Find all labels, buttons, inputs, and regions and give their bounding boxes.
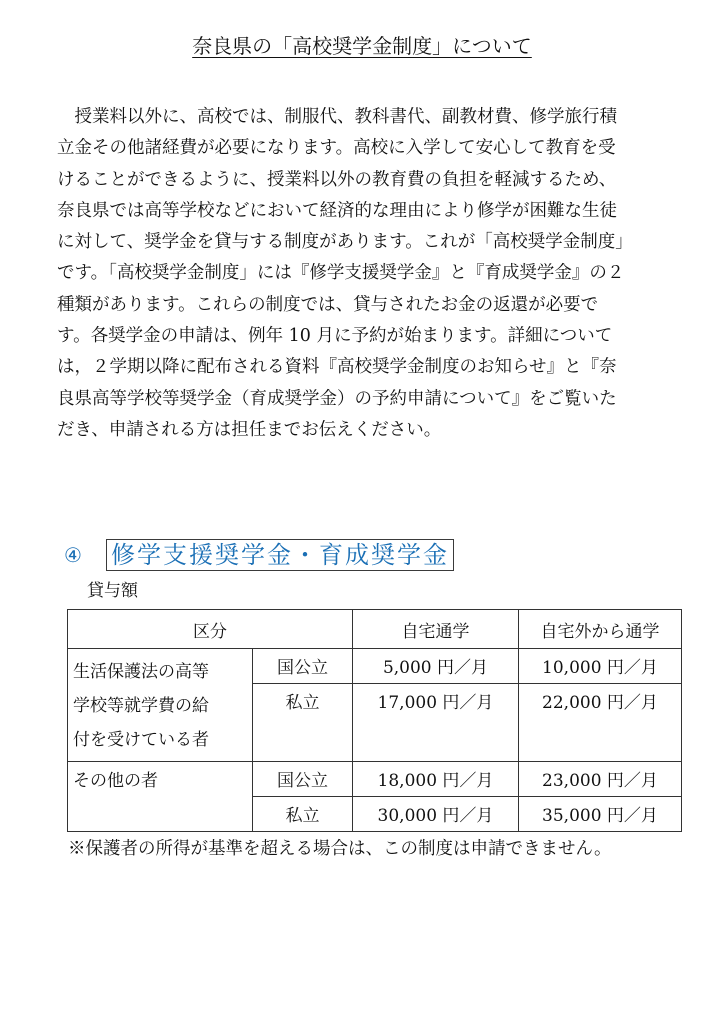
- page-title-text: 奈良県の「高校奨学金制度」について: [192, 34, 532, 58]
- income-note: ※保護者の所得が基準を超える場合は、この制度は申請できません。: [68, 839, 612, 859]
- home-amount-cell: 30,000 円／月: [353, 797, 519, 832]
- table-row: [68, 649, 682, 684]
- header-category: 区分: [68, 610, 353, 649]
- away-amount-cell: 35,000 円／月: [519, 797, 682, 832]
- section-number: ④: [64, 543, 82, 567]
- table-caption: 貸与額: [87, 581, 138, 601]
- section-title-box: 修学支援奨学金・育成奨学金: [106, 539, 454, 571]
- recipient-line: 付を受けている者: [73, 730, 209, 750]
- school-type-cell: 国公立: [253, 649, 353, 684]
- intro-line: 良県高等学校等奨学金（育成奨学金）の予約申請について』をご覧いた: [57, 388, 617, 409]
- recipient-line: 生活保護法の高等: [73, 662, 209, 682]
- intro-line: に対して、奨学金を貸与する制度があります。これが「高校奨学金制度」: [57, 232, 633, 253]
- table-row: [68, 762, 682, 797]
- section-heading: [64, 538, 454, 572]
- recipient-welfare: [68, 649, 253, 762]
- intro-paragraph: [57, 102, 679, 446]
- home-amount-cell: 18,000 円／月: [353, 762, 519, 797]
- school-type-cell: 私立: [253, 797, 353, 832]
- intro-line: だき、申請される方は担任までお伝えください。: [57, 419, 442, 440]
- school-type-cell: 国公立: [253, 762, 353, 797]
- away-amount-cell: 10,000 円／月: [519, 649, 682, 684]
- table-header-row: [68, 610, 682, 649]
- intro-line: 種類があります。これらの制度では、貸与されたお金の返還が必要で: [57, 294, 599, 315]
- away-amount-cell: 22,000 円／月: [519, 684, 682, 762]
- intro-line: けることができるように、授業料以外の教育費の負担を軽減するため、: [57, 169, 617, 190]
- intro-line: 立金その他諸経費が必要になります。高校に入学して安心して教育を受: [57, 138, 616, 159]
- intro-line: です。「高校奨学金制度」には『修学支援奨学金』と『育成奨学金』の２: [57, 263, 625, 284]
- intro-line: す。各奨学金の申請は、例年 10 月に予約が始まります。詳細について: [57, 326, 613, 347]
- home-amount-cell: 17,000 円／月: [353, 684, 519, 762]
- header-home-commute: 自宅通学: [353, 610, 519, 649]
- recipient-others: その他の者: [68, 762, 253, 832]
- intro-line: は，２学期以降に配布される資料『高校奨学金制度のお知らせ』と『奈: [57, 357, 617, 378]
- intro-line: 授業料以外に、高校では、制服代、教科書代、副教材費、修学旅行積: [74, 107, 617, 127]
- away-amount-cell: 23,000 円／月: [519, 762, 682, 797]
- intro-line: 奈良県では高等学校などにおいて経済的な理由により修学が困難な生徒: [57, 200, 617, 221]
- header-away-commute: 自宅外から通学: [519, 610, 682, 649]
- school-type-cell: 私立: [253, 684, 353, 762]
- home-amount-cell: 5,000 円／月: [353, 649, 519, 684]
- page-title: [0, 33, 724, 59]
- recipient-line: 学校等就学費の給: [73, 696, 209, 716]
- loan-amount-table: [67, 609, 682, 832]
